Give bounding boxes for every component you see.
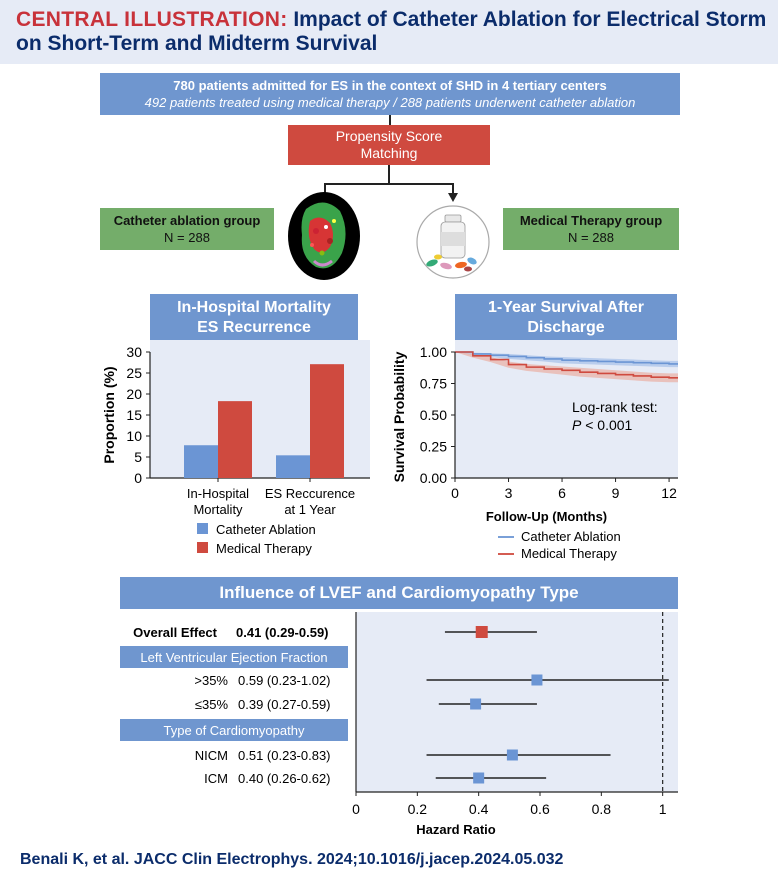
forest-point-estimate bbox=[476, 626, 488, 638]
bar-title-line2: ES Recurrence bbox=[197, 319, 311, 336]
bar-chart bbox=[96, 340, 376, 570]
bar-category-label: Mortality bbox=[193, 502, 243, 517]
forest-x-tick-label: 1 bbox=[658, 801, 667, 817]
bar-category-label: ES Reccurence bbox=[264, 486, 356, 501]
forest-row-label: ICM bbox=[204, 771, 228, 786]
forest-point-estimate bbox=[507, 750, 518, 761]
medical-bar-1 bbox=[218, 401, 252, 478]
forest-point-estimate bbox=[470, 699, 481, 710]
forest-panel-title: Influence of LVEF and Cardiomyopathy Type bbox=[120, 577, 678, 609]
bar-category-label: In-Hospital bbox=[186, 486, 250, 501]
bar-legend-swatch bbox=[197, 523, 208, 534]
forest-row-label: NICM bbox=[194, 748, 228, 763]
forest-row-value: 0.51 (0.23-0.83) bbox=[238, 748, 331, 763]
header-title-line2: on Short-Term and Midterm Survival bbox=[16, 32, 378, 55]
cohort-box bbox=[100, 73, 680, 115]
ablation-group-n: N = 288 bbox=[164, 230, 210, 245]
medical-group-n: N = 288 bbox=[568, 230, 614, 245]
cohort-line1: 780 patients admitted for ES in the context of SHD in 4 tertiary centers bbox=[173, 78, 607, 93]
forest-point-estimate bbox=[531, 675, 542, 686]
km-x-tick-label: 12 bbox=[661, 485, 677, 501]
cohort-line2: 492 patients treated using medical therapy / 288 patients underwent catheter ablation bbox=[144, 95, 636, 110]
forest-row-label: ≤35% bbox=[194, 697, 228, 712]
bar-y-tick-label: 20 bbox=[126, 386, 142, 402]
ablation-bar-1 bbox=[184, 445, 218, 478]
bar-category-label: at 1 Year bbox=[284, 502, 336, 517]
header-title-line1: Impact of Catheter Ablation for Electrical Storm bbox=[293, 8, 767, 31]
medical-group-box bbox=[503, 208, 679, 250]
forest-x-label: Hazard Ratio bbox=[416, 822, 496, 837]
forest-x-tick-label: 0.4 bbox=[468, 801, 489, 817]
km-x-label: Follow-Up (Months) bbox=[485, 509, 608, 524]
km-y-tick-label: 0.00 bbox=[419, 470, 447, 486]
forest-row-value: 0.39 (0.27-0.59) bbox=[238, 697, 331, 712]
heart-map-image bbox=[286, 191, 362, 281]
km-x-tick-label: 0 bbox=[451, 485, 459, 501]
medical-group-name: Medical Therapy group bbox=[519, 213, 663, 228]
header-label: CENTRAL ILLUSTRATION: bbox=[16, 8, 288, 31]
km-panel-title bbox=[455, 294, 677, 342]
bar-y-tick-label: 25 bbox=[126, 365, 142, 381]
header-title bbox=[16, 8, 776, 56]
km-y-tick-label: 0.75 bbox=[419, 375, 447, 392]
forest-x-tick-label: 0 bbox=[352, 801, 360, 817]
km-title-line2: Discharge bbox=[527, 319, 605, 336]
forest-row-value: 0.59 (0.23-1.02) bbox=[238, 673, 331, 688]
bar-y-tick-label: 30 bbox=[126, 344, 142, 360]
forest-x-tick-label: 0.8 bbox=[591, 801, 612, 817]
km-annotation-pvalue: P < 0.001 bbox=[572, 417, 633, 433]
km-y-label: Survival Probability bbox=[391, 351, 407, 483]
forest-row-value: 0.40 (0.26-0.62) bbox=[238, 771, 331, 786]
bar-legend-label: Medical Therapy bbox=[216, 541, 312, 556]
matching-line2: Matching bbox=[360, 145, 418, 161]
bar-y-label: Proportion (%) bbox=[101, 366, 117, 464]
bar-legend-label: Catheter Ablation bbox=[216, 522, 316, 537]
km-annotation-line1: Log-rank test: bbox=[572, 399, 658, 415]
km-y-tick-label: 0.25 bbox=[419, 438, 447, 455]
matching-box bbox=[288, 125, 490, 165]
km-title-line1: 1-Year Survival After bbox=[488, 299, 644, 316]
bar-y-tick-label: 15 bbox=[126, 407, 142, 423]
forest-x-tick-label: 0.2 bbox=[407, 801, 428, 817]
km-x-tick-label: 9 bbox=[611, 485, 620, 501]
bar-y-tick-label: 10 bbox=[126, 428, 142, 444]
forest-overall-value: 0.41 (0.29-0.59) bbox=[236, 625, 329, 640]
km-y-tick-label: 0.50 bbox=[419, 407, 447, 423]
forest-plot bbox=[110, 612, 700, 844]
pill-bottle-icon bbox=[416, 205, 490, 279]
bar-title-line1: In-Hospital Mortality bbox=[177, 299, 331, 316]
forest-x-tick-label: 0.6 bbox=[530, 801, 550, 817]
km-x-tick-label: 3 bbox=[504, 485, 513, 501]
bar-legend-swatch bbox=[197, 542, 208, 553]
ablation-group-name: Catheter ablation group bbox=[113, 213, 261, 228]
bar-y-tick-label: 0 bbox=[134, 470, 142, 486]
matching-line1: Propensity Score bbox=[335, 128, 443, 144]
citation: Benali K, et al. JACC Clin Electrophys. 2024;10.1016/j.jacep.2024.05.032 bbox=[20, 851, 564, 868]
forest-overall-label: Overall Effect bbox=[133, 625, 217, 640]
forest-section-cardiomyopathy-label: Type of Cardiomyopathy bbox=[163, 723, 305, 738]
bar-y-tick-label: 5 bbox=[134, 449, 142, 465]
header-panel bbox=[0, 0, 778, 64]
forest-point-estimate bbox=[473, 773, 484, 784]
ablation-group-box bbox=[100, 208, 274, 250]
km-legend-label: Medical Therapy bbox=[521, 546, 617, 561]
bar-panel-title bbox=[150, 294, 358, 342]
medical-bar-2 bbox=[310, 364, 344, 478]
km-x-tick-label: 6 bbox=[558, 485, 566, 501]
forest-row-label: >35% bbox=[194, 673, 228, 688]
km-y-tick-label: 1.00 bbox=[419, 344, 447, 360]
ablation-bar-2 bbox=[276, 455, 310, 478]
forest-section-lvef-label: Left Ventricular Ejection Fraction bbox=[140, 650, 328, 665]
km-chart bbox=[388, 340, 688, 570]
forest-plot-bg bbox=[356, 612, 678, 792]
cohort-connector bbox=[389, 115, 391, 125]
km-legend-label: Catheter Ablation bbox=[521, 529, 621, 544]
